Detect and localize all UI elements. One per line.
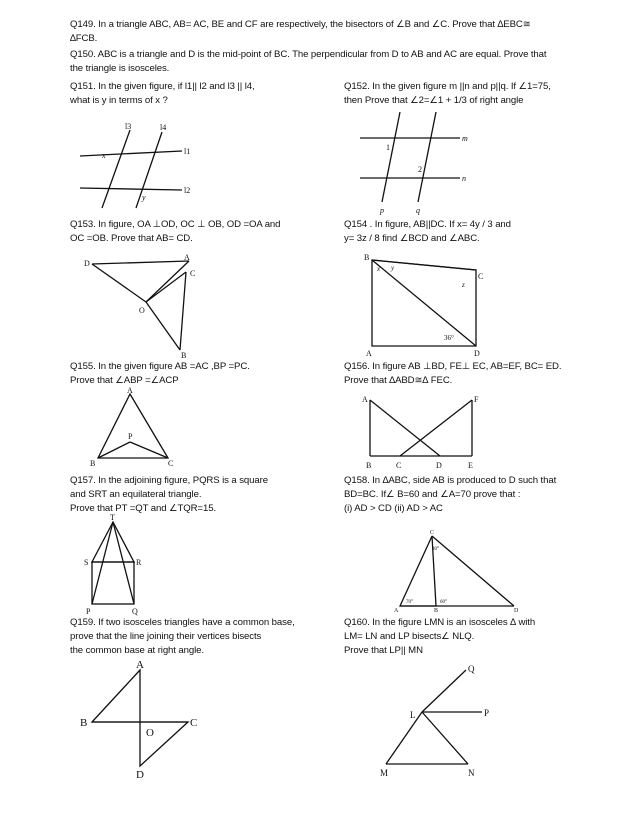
q151-text bbox=[70, 80, 255, 108]
label-30deg: 30° bbox=[432, 547, 439, 552]
q157-line3: Prove that PT =QT and ∠TQR=15. bbox=[70, 503, 217, 514]
q159-line1: Q159. If two isosceles triangles have a common base, bbox=[70, 617, 295, 628]
q155-line1: Q155. In the given figure AB =AC ,BP =PC. bbox=[70, 361, 250, 372]
q149-line2: ∆FCB. bbox=[70, 33, 98, 44]
label-36deg: 36° bbox=[444, 334, 454, 342]
seg-DO bbox=[92, 264, 146, 302]
label-D: D bbox=[514, 608, 519, 614]
label-C: C bbox=[190, 269, 196, 278]
q149-line1: Q149. In a triangle ABC, AB= AC, BE and CF are respectively, the bisectors of ∠B and ∠C. Prove that ∆EBC≅ bbox=[70, 19, 531, 30]
triangle-SRT bbox=[92, 522, 134, 562]
q157-line1: Q157. In the adjoining figure, PQRS is a square bbox=[70, 475, 268, 486]
label-D: D bbox=[84, 259, 90, 268]
figure-q151 bbox=[80, 118, 190, 210]
label-A: A bbox=[394, 608, 399, 614]
q158-line1: Q158. In ∆ABC, side AB is produced to D such that bbox=[344, 475, 557, 486]
q150-line2: the triangle is isosceles. bbox=[70, 63, 170, 74]
q160-line3: Prove that LP|| MN bbox=[344, 645, 423, 656]
q155-line2: Prove that ∠ABP =∠ACP bbox=[70, 375, 179, 386]
figure-q156 bbox=[360, 392, 490, 472]
figure-q159 bbox=[80, 656, 220, 780]
seg-BC bbox=[372, 260, 476, 270]
label-q: q bbox=[416, 206, 420, 215]
square-PQRS bbox=[92, 562, 134, 604]
line-l2 bbox=[80, 188, 182, 190]
label-n: n bbox=[462, 174, 466, 183]
label-M: M bbox=[380, 768, 389, 778]
label-Q: Q bbox=[132, 607, 138, 616]
label-R: R bbox=[136, 558, 142, 567]
seg-LM bbox=[386, 712, 422, 764]
label-C: C bbox=[190, 717, 198, 729]
q157-line2: and SRT an equilateral triangle. bbox=[70, 489, 202, 500]
label-l4: l4 bbox=[160, 123, 167, 132]
q158-line3: (i) AD > CD (ii) AD > AC bbox=[344, 503, 443, 514]
label-A: A bbox=[184, 253, 190, 262]
q159-line3: the common base at right angle. bbox=[70, 645, 204, 656]
seg-CD bbox=[432, 536, 514, 606]
label-A: A bbox=[127, 386, 133, 395]
figure-q154 bbox=[360, 250, 490, 360]
label-A: A bbox=[366, 349, 372, 358]
label-Q: Q bbox=[468, 664, 475, 674]
line-l4 bbox=[136, 132, 162, 208]
label-A: A bbox=[136, 659, 144, 671]
label-l2: l2 bbox=[184, 186, 191, 195]
triangle-ABC bbox=[400, 536, 436, 606]
label-B: B bbox=[80, 717, 88, 729]
label-B: B bbox=[181, 351, 187, 360]
label-B: B bbox=[90, 459, 96, 468]
figure-q157 bbox=[84, 512, 154, 616]
label-N: N bbox=[468, 768, 475, 778]
label-x: x bbox=[377, 265, 381, 273]
seg-TP bbox=[92, 522, 113, 604]
ray-LQ bbox=[422, 670, 466, 712]
label-B: B bbox=[366, 461, 372, 470]
q156-line1: Q156. In figure AB ⊥BD, FE⊥ EC, AB=EF, BC= ED. bbox=[344, 361, 562, 372]
q157-text bbox=[70, 474, 268, 516]
seg-OC bbox=[146, 272, 186, 302]
q154-line1: Q154 . In figure, AB||DC. If x= 4y / 3 and bbox=[344, 219, 511, 230]
label-p: p bbox=[380, 206, 384, 215]
q153-line2: OC =OB. Prove that AB= CD. bbox=[70, 233, 193, 244]
label-B: B bbox=[434, 608, 439, 614]
figure-q158 bbox=[374, 528, 524, 612]
label-C: C bbox=[478, 272, 484, 281]
q153-text bbox=[70, 218, 280, 246]
q160-text bbox=[344, 616, 535, 658]
label-O: O bbox=[139, 306, 145, 315]
label-D: D bbox=[474, 349, 480, 358]
label-P: P bbox=[484, 708, 490, 718]
q158-line2: BD=BC. If∠ B=60 and ∠A=70 prove that : bbox=[344, 489, 521, 500]
label-O: O bbox=[146, 727, 154, 739]
line-l1 bbox=[80, 151, 182, 156]
seg-CB bbox=[180, 272, 186, 350]
label-D: D bbox=[436, 461, 442, 470]
q159-line2: prove that the line joining their vertices bisects bbox=[70, 631, 262, 642]
label-L: L bbox=[410, 710, 416, 720]
seg-OB bbox=[146, 302, 180, 350]
label-z: z bbox=[462, 281, 465, 289]
line-l3 bbox=[102, 130, 130, 208]
q156-line2: Prove that ∆ABD≅∆ FEC. bbox=[344, 375, 453, 386]
seg-AD bbox=[370, 400, 440, 456]
figure-q153 bbox=[84, 254, 204, 358]
seg-FC bbox=[400, 400, 472, 456]
label-T: T bbox=[110, 513, 115, 522]
line-q bbox=[418, 112, 436, 202]
q152-line2: then Prove that ∠2=∠1 + 1/3 of right angle bbox=[344, 95, 524, 106]
q154-text bbox=[344, 218, 511, 246]
seg-BP bbox=[98, 442, 130, 458]
q155-text bbox=[70, 360, 250, 388]
q152-text bbox=[344, 80, 551, 108]
q160-line2: LM= LN and LP bisects∠ NLQ. bbox=[344, 631, 475, 642]
q158-text bbox=[344, 474, 556, 516]
seg-DA bbox=[92, 261, 189, 264]
label-E: E bbox=[468, 461, 473, 470]
label-angle-1: 1 bbox=[386, 143, 390, 152]
label-S: S bbox=[84, 558, 89, 567]
label-l3: l3 bbox=[125, 122, 132, 131]
line-p bbox=[382, 112, 400, 202]
label-60deg: 60° bbox=[440, 600, 447, 605]
seg-TQ bbox=[113, 522, 134, 604]
q149-text bbox=[70, 18, 531, 46]
label-C: C bbox=[430, 530, 435, 536]
label-l1: l1 bbox=[184, 147, 191, 156]
triangle-ABC bbox=[98, 394, 168, 458]
q160-line1: Q160. In the figure LMN is an isosceles ∆ with bbox=[344, 617, 536, 628]
q151-line1: Q151. In the given figure, if l1|| l2 and l3 || l4, bbox=[70, 81, 255, 92]
label-y: y bbox=[142, 193, 146, 202]
label-y: y bbox=[391, 264, 395, 272]
label-A: A bbox=[362, 395, 368, 404]
label-D: D bbox=[136, 769, 144, 781]
q151-line2: what is y in terms of x ? bbox=[70, 95, 168, 106]
diag-BD bbox=[372, 260, 476, 346]
figure-q160 bbox=[372, 660, 512, 780]
q156-text bbox=[344, 360, 561, 388]
label-m: m bbox=[462, 134, 468, 143]
label-C: C bbox=[168, 459, 174, 468]
label-angle-2: 2 bbox=[418, 165, 422, 174]
q150-text bbox=[70, 48, 546, 76]
q159-text bbox=[70, 616, 295, 658]
q152-line1: Q152. In the given figure m ||n and p||q. If ∠1=75, bbox=[344, 81, 551, 92]
q154-line2: y= 3z / 8 find ∠BCD and ∠ABC. bbox=[344, 233, 480, 244]
seg-AO bbox=[146, 261, 189, 302]
q150-line1: Q150. ABC is a triangle and D is the mid-point of BC. The perpendicular from D to AB and AC are equal. Prove that bbox=[70, 49, 547, 60]
label-F: F bbox=[474, 395, 479, 404]
label-P: P bbox=[86, 607, 91, 616]
seg-LN bbox=[422, 712, 468, 764]
seg-PC bbox=[130, 442, 168, 458]
label-C: C bbox=[396, 461, 402, 470]
label-B: B bbox=[364, 253, 370, 262]
q153-line1: Q153. In figure, OA ⊥OD, OC ⊥ OB, OD =OA and bbox=[70, 219, 281, 230]
label-x: x bbox=[102, 151, 106, 160]
figure-q152 bbox=[360, 110, 470, 214]
label-P: P bbox=[128, 432, 133, 441]
label-70deg: 70° bbox=[406, 600, 413, 605]
figure-q155 bbox=[90, 388, 180, 468]
